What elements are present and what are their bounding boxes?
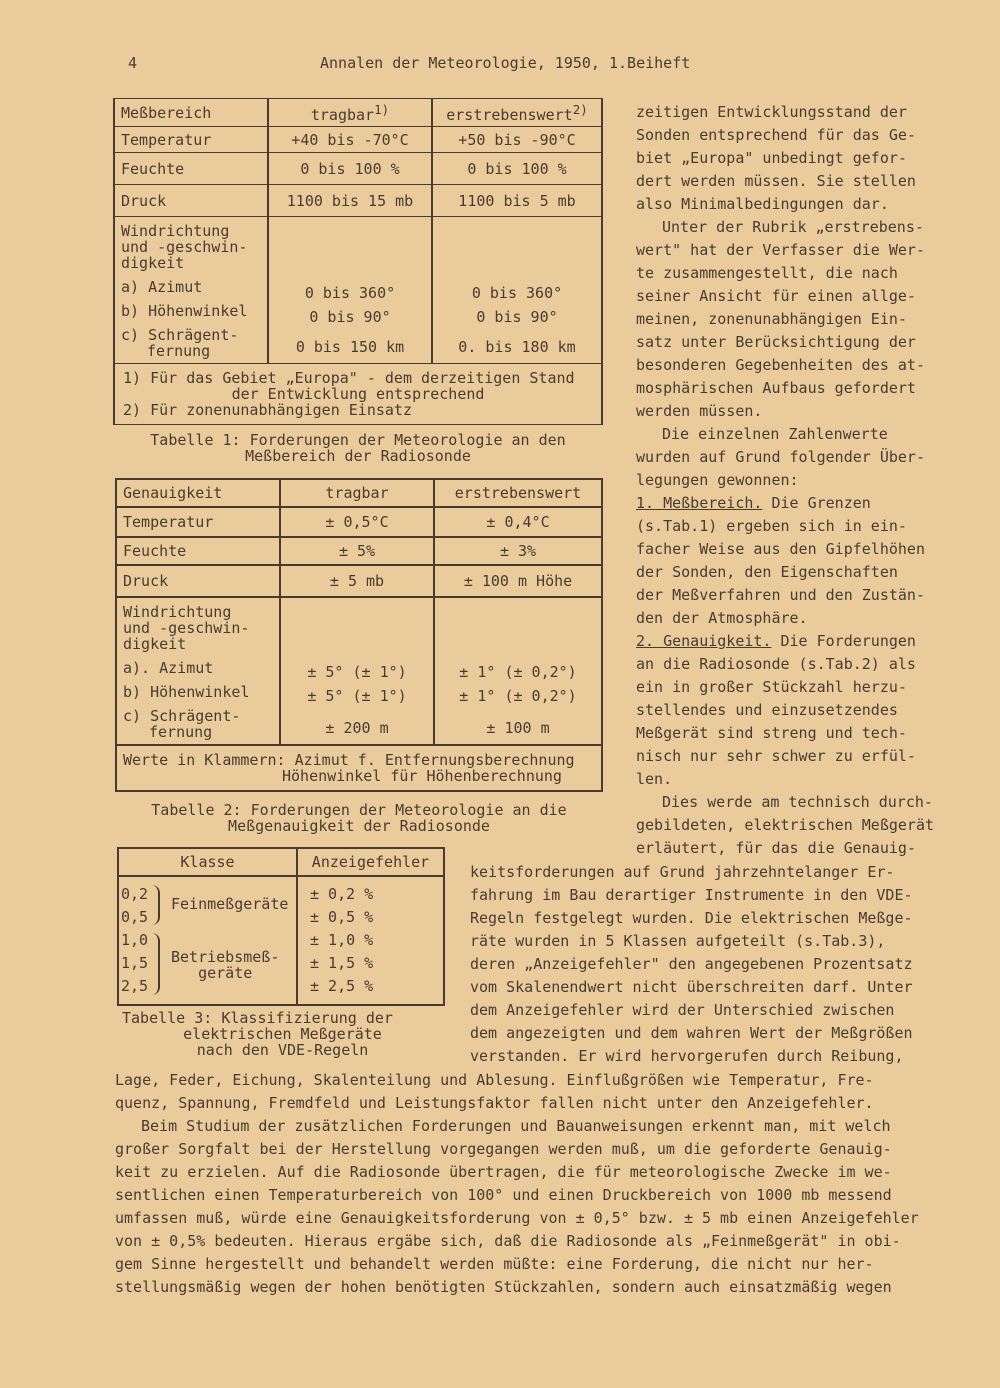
table-row — [114, 217, 602, 364]
table-1-caption: Tabelle 1: Forderungen der Meteorologie an den Meßbereich der Radiosonde — [150, 431, 566, 465]
t3-errors: ± 0,2 % ± 0,5 % ± 1,0 % ± 1,5 % ± 2,5 % — [297, 876, 444, 1005]
t1-notes: 1) Für das Gebiet „Europa" - dem derzeitigen Stand der Entwicklung entsprechend 2) Für zonenunabhängigen Einsatz — [114, 364, 602, 425]
t2-cell: ± 100 m Höhe — [434, 565, 602, 597]
table-row — [116, 745, 602, 791]
heading-genauigkeit: 2. Genauigkeit. — [636, 632, 772, 650]
bottom-text: Lage, Feder, Eichung, Skalenteilung und Ablesung. Einflußgrößen wie Temperatur, Fre- quenz, Spannung, Fremdfeld und Leistungsfaktor fallen nicht unter den Anzeigefehler. Beim Studium der zusätzlichen Forderungen und Bauanweisungen erkennt man, mit welch großer Sorgfalt bei der Herstellung vorgegangen werden muß, um die geforderte Genauig- keit zu erzielen. Auf die Radiosonde übertragen, die für meteorologische Zwecke im we- sentlichen einen Temperaturbereich von 100° und einen Druckbereich von 1000 mb messend umfassen muß, würde eine Genauigkeitsforderung von ± 0,5° bzw. ± 5 mb einen Anzeigefehler von ± 0,5% bedeuten. Hieraus ergäbe sich, daß die Radiosonde als „Feinmeßgerät" in obi- gem Sinne hergestellt und behandelt werden müßte: eine Forderung, die nicht nur her- stellungsmäßig wegen der hohen benötigten Stückzahlen, sondern auch einsatzmäßig wegen — [115, 1071, 919, 1296]
t1-cell: 0 bis 100 % — [432, 153, 602, 185]
table-3 — [117, 847, 445, 1006]
heading-messbereich: 1. Meßbereich. — [636, 494, 763, 512]
t3-header-error: Anzeigefehler — [297, 848, 444, 876]
t3-group-betrieb: Betriebsmeß- geräte — [171, 948, 280, 982]
t2-cell: ± 0,5°C — [280, 507, 434, 537]
t3-group-fein: Feinmeßgeräte — [171, 895, 289, 913]
t2-wind-label: Windrichtung und -geschwin- digkeit a). Azimut b) Höhenwinkel c) Schrägent- fernung — [116, 597, 280, 745]
t2-cell: ± 5 mb — [280, 565, 434, 597]
table-row — [114, 364, 602, 425]
t2-cell: ± 5% — [280, 537, 434, 565]
t2-cell: Feuchte — [116, 537, 280, 565]
t2-cell: ± 0,4°C — [434, 507, 602, 537]
t2-cell: Druck — [116, 565, 280, 597]
table-2-caption: Tabelle 2: Forderungen der Meteorologie an die Meßgenauigkeit der Radiosonde — [151, 801, 567, 835]
t1-header-erstrebenswert: erstrebenswert$^{2)}$ — [432, 99, 602, 127]
t2-wind-erstrebenswert: ± 1° (± 0,2°) ± 1° (± 0,2°) ± 100 m — [434, 597, 602, 745]
t1-header-tragbar: tragbar$^{1)}$ — [268, 99, 432, 127]
table-row — [118, 876, 444, 1005]
t2-header-accuracy: Genauigkeit — [116, 479, 280, 507]
table-3-caption: Tabelle 3: Klassifizierung der elektrischen Meßgeräte nach den VDE-Regeln — [122, 1009, 393, 1059]
table-row — [116, 565, 602, 597]
t1-cell: 0 bis 100 % — [268, 153, 432, 185]
t1-cell: Druck — [114, 185, 268, 217]
table-row — [116, 537, 602, 565]
t1-cell: Feuchte — [114, 153, 268, 185]
page-number: 4 — [128, 54, 138, 72]
table-row — [114, 185, 602, 217]
table-row — [114, 153, 602, 185]
t2-wind-tragbar: ± 5° (± 1°) ± 5° (± 1°) ± 200 m — [280, 597, 434, 745]
t1-wind-erstrebenswert: 0 bis 360° 0 bis 90° 0. bis 180 km — [432, 217, 602, 364]
t3-classes: 0,2 0,5 1,0 1,5 2,5 Feinmeßgeräte Betriebsmeß- geräte — [118, 876, 297, 1005]
t3-header-class: Klasse — [118, 848, 297, 876]
t2-header-erstrebenswert: erstrebenswert — [434, 479, 602, 507]
t1-wind-tragbar: 0 bis 360° 0 bis 90° 0 bis 150 km — [268, 217, 432, 364]
right-column-text: zeitigen Entwicklungsstand der Sonden entsprechend für das Ge- biet „Europa" unbedingt gefor- dert werden müssen. Sie stellen also Minimalbedingungen dar. Unter der Rubrik „erstrebens- wert" hat der Verfasser die Wer- te zusammengestellt, die nach seiner Ansicht für einen allge- meinen, zonenunabhängigen Ein- satz unter Berücksichtigung der besonderen Gegebenheiten des at- mosphärischen Aufbaus gefordert werden müssen. Die einzelnen Zahlenwerte wurden auf Grund folgender Über- legungen gewonnen: 1. Meßbereich. Die Grenzen (s.Tab.1) ergeben sich in ein- facher Weise aus den Gipfelhöhen der Sonden, den Eigenschaften der Meßverfahren und den Zustän- den der Atmosphäre. 2. Genauigkeit. Die Forderungen an die Radiosonde (s.Tab.2) als ein in großer Stückzahl herzu- stellendes und einzusetzendes Meßgerät sind streng und tech- nisch nur sehr schwer zu erfül- len. Dies werde am technisch durch- gebildeten, elektrischen Meßgerät erläutert, für das die Genauig- — [636, 103, 935, 857]
t2-notes: Werte in Klammern: Azimut f. Entfernungsberechnung Höhenwinkel für Höhenberechnung — [116, 745, 602, 791]
table-2 — [115, 478, 603, 792]
t1-wind-label: Windrichtung und -geschwin- digkeit a) Azimut b) Höhenwinkel c) Schrägent- fernung — [114, 217, 268, 364]
t2-cell: Temperatur — [116, 507, 280, 537]
t2-header-tragbar: tragbar — [280, 479, 434, 507]
t1-cell: +40 bis -70°C — [268, 127, 432, 153]
table-1 — [113, 98, 603, 425]
table-row — [116, 507, 602, 537]
t1-cell: 1100 bis 15 mb — [268, 185, 432, 217]
t1-cell: Temperatur — [114, 127, 268, 153]
journal-header: Annalen der Meteorologie, 1950, 1.Beiheft — [320, 54, 691, 72]
t1-header-range: Meßbereich — [114, 99, 268, 127]
t2-cell: ± 3% — [434, 537, 602, 565]
t1-cell: +50 bis -90°C — [432, 127, 602, 153]
table-row — [116, 597, 602, 745]
table-row — [114, 127, 602, 153]
wrap-text: keitsforderungen auf Grund jahrzehntelanger Er- fahrung im Bau derartiger Instrumente in den VDE- Regeln festgelegt wurden. Die elektrischen Meßge- räte wurden in 5 Klassen aufgeteilt (s.Tab.3), deren „Anzeigefehler" den angegebenen Prozentsatz vom Skalenendwert nicht überschreiten darf. Unter dem Anzeigefehler wird der Unterschied zwischen dem angezeigten und dem wahren Wert der Meßgrößen verstanden. Er wird hervorgerufen durch Reibung, — [470, 863, 913, 1065]
t1-cell: 1100 bis 5 mb — [432, 185, 602, 217]
